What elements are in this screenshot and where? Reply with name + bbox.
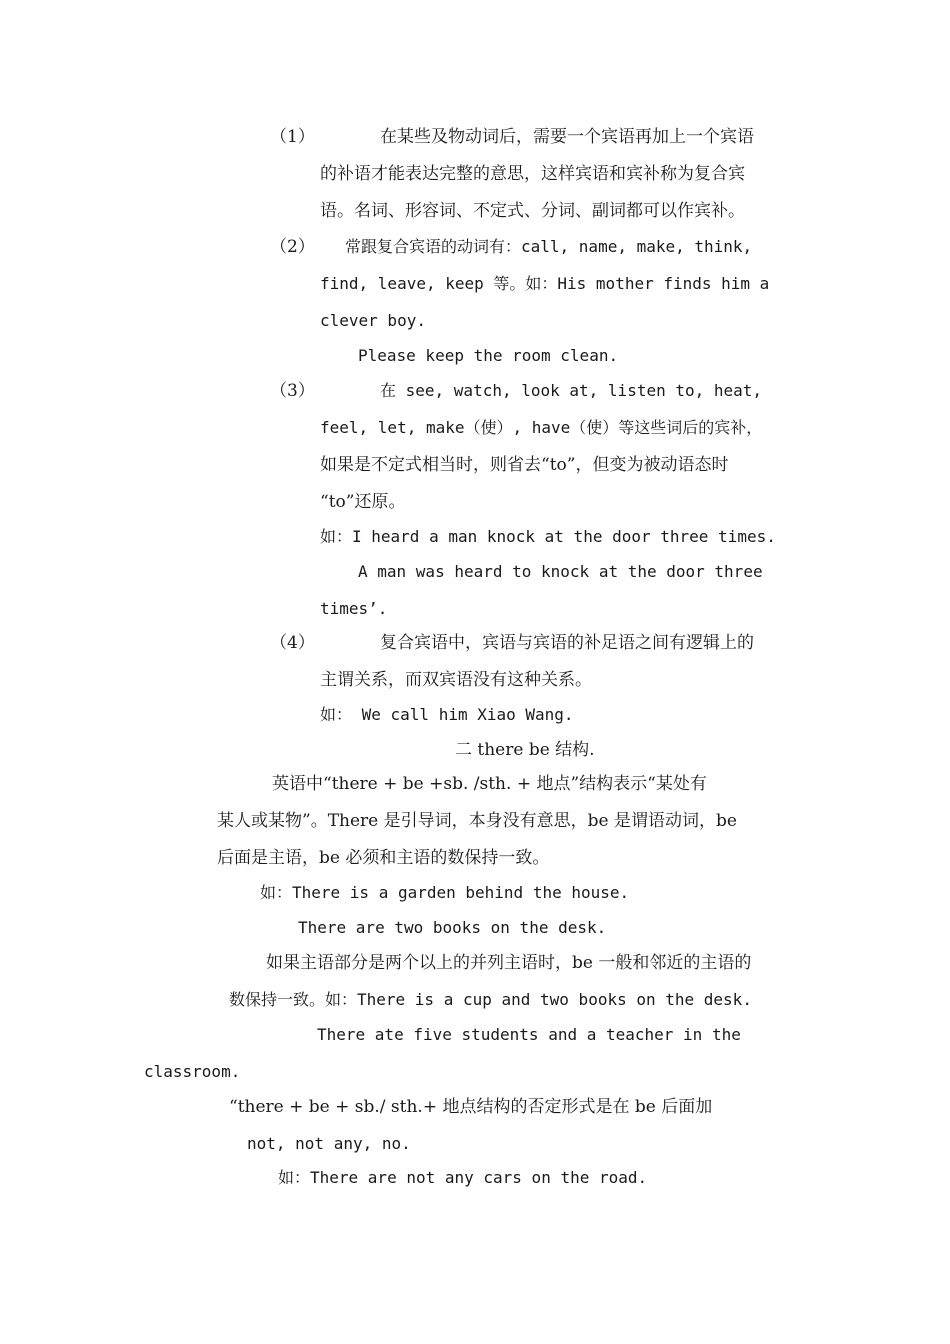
body-line-1: 英语中“there + be +sb. /sth. + 地点”结构表示“某处有 xyxy=(272,774,707,794)
item-1-line-2: 的补语才能表达完整的意思，这样宾语和宾补称为复合宾 xyxy=(320,164,745,184)
body-example-3-cont: classroom. xyxy=(144,1062,241,1081)
body-example-4: 如：There are not any cars on the road. xyxy=(278,1168,648,1187)
item-4-example: 如： We call him Xiao Wang. xyxy=(320,705,574,724)
item-number-2: （2） xyxy=(270,237,315,257)
body-line-2: 某人或某物”。There 是引导词，本身没有意思，be 是谓语动词，be xyxy=(217,811,737,831)
section-title: 二 there be 结构. xyxy=(455,740,595,760)
item-number-4: （4） xyxy=(270,633,315,653)
item-3-line-4: “to”还原。 xyxy=(320,492,406,512)
body-example-1: 如：There is a garden behind the house. xyxy=(260,883,630,902)
item-1-line-3: 语。名词、形容词、不定式、分词、副词都可以作宾补。 xyxy=(320,201,745,221)
item-3-example-3: times’. xyxy=(320,599,388,618)
item-4-line-1: 复合宾语中，宾语与宾语的补足语之间有逻辑上的 xyxy=(380,633,754,653)
item-3-line-3: 如果是不定式相当时，则省去“to”，但变为被动语态时 xyxy=(320,455,729,475)
body-line-6: “there + be + sb./ sth.+ 地点结构的否定形式是在 be 后面加 xyxy=(229,1097,713,1117)
body-line-4: 如果主语部分是两个以上的并列主语时，be 一般和邻近的主语的 xyxy=(266,953,752,973)
item-number-1: （1） xyxy=(270,127,315,147)
item-3-example-2: A man was heard to knock at the door three xyxy=(358,562,763,581)
item-3-line-1: 在 see, watch, look at, listen to, heat, xyxy=(380,381,763,400)
body-line-7: not, not any, no. xyxy=(247,1134,411,1153)
item-2-line-3: clever boy. xyxy=(320,311,426,330)
item-2-line-1: 常跟复合宾语的动词有：call, name, make, think, xyxy=(345,237,753,256)
item-3-line-2: feel, let, make（使）, have（使）等这些词后的宾补， xyxy=(320,418,763,437)
item-1-line-1: 在某些及物动词后，需要一个宾语再加上一个宾语 xyxy=(380,127,754,147)
body-example-3: There ate five students and a teacher in the xyxy=(317,1025,741,1044)
item-2-line-2: find, leave, keep 等。如：His mother finds him a xyxy=(320,274,770,293)
item-4-line-2: 主谓关系，而双宾语没有这种关系。 xyxy=(320,670,592,690)
body-line-3: 后面是主语，be 必须和主语的数保持一致。 xyxy=(217,848,550,868)
item-2-example: Please keep the room clean. xyxy=(358,346,619,365)
body-line-5: 数保持一致。如：There is a cup and two books on the desk. xyxy=(229,990,752,1009)
item-3-example-1: 如：I heard a man knock at the door three times. xyxy=(320,527,776,546)
item-number-3: （3） xyxy=(270,381,315,401)
body-example-2: There are two books on the desk. xyxy=(298,918,607,937)
